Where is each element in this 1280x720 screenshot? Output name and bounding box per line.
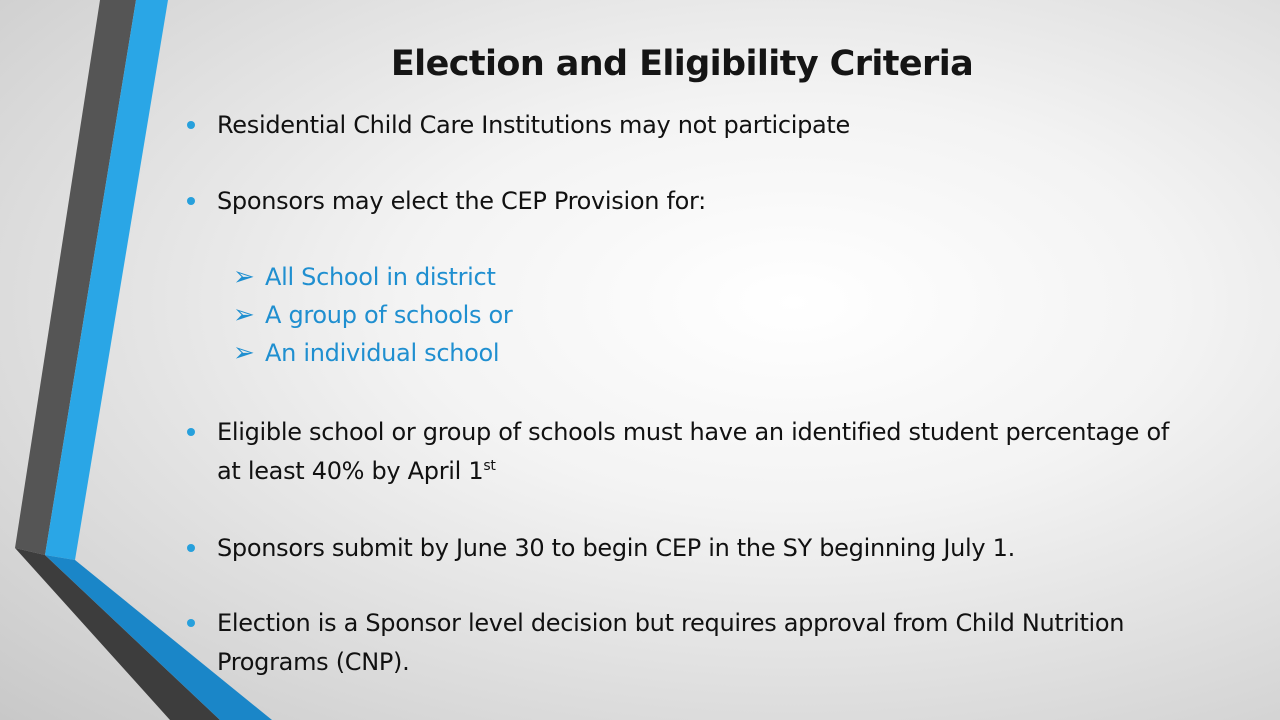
bullet-item <box>217 106 1177 145</box>
sub-item <box>233 300 512 330</box>
bullet-text: Residential Child Care Institutions may not participate <box>217 111 851 139</box>
bullet-dot-icon <box>187 197 195 205</box>
bullet-text: Sponsors submit by June 30 to begin CEP in the SY beginning July 1. <box>217 534 1015 562</box>
dark-band-lower <box>15 548 220 720</box>
bullet-dot-icon <box>187 428 195 436</box>
bullet-text: Sponsors may elect the CEP Provision for: <box>217 187 706 215</box>
bullet-dot-icon <box>187 544 195 552</box>
bullet-text: Election is a Sponsor level decision but requires approval from Child Nutrition Programs (CNP). <box>217 609 1125 676</box>
arrow-bullet-icon: ➢ <box>233 338 255 368</box>
slide-title: Election and Eligibility Criteria <box>390 44 974 84</box>
sub-item <box>233 262 496 292</box>
arrow-bullet-icon: ➢ <box>233 300 255 330</box>
bullet-item <box>217 604 1177 682</box>
ordinal-suffix: st <box>483 458 496 474</box>
bullet-item <box>217 182 1177 221</box>
sub-item-text: An individual school <box>265 339 500 367</box>
sub-item <box>233 338 499 368</box>
arrow-bullet-icon: ➢ <box>233 262 255 292</box>
bullet-dot-icon <box>187 121 195 129</box>
bullet-dot-icon <box>187 619 195 627</box>
bullet-text: Eligible school or group of schools must have an identified student percentage of at least 40% by April 1 <box>217 418 1169 485</box>
bullet-item <box>217 413 1177 491</box>
sub-item-text: A group of schools or <box>265 301 513 329</box>
bullet-item <box>217 529 1177 568</box>
sub-item-text: All School in district <box>265 263 496 291</box>
